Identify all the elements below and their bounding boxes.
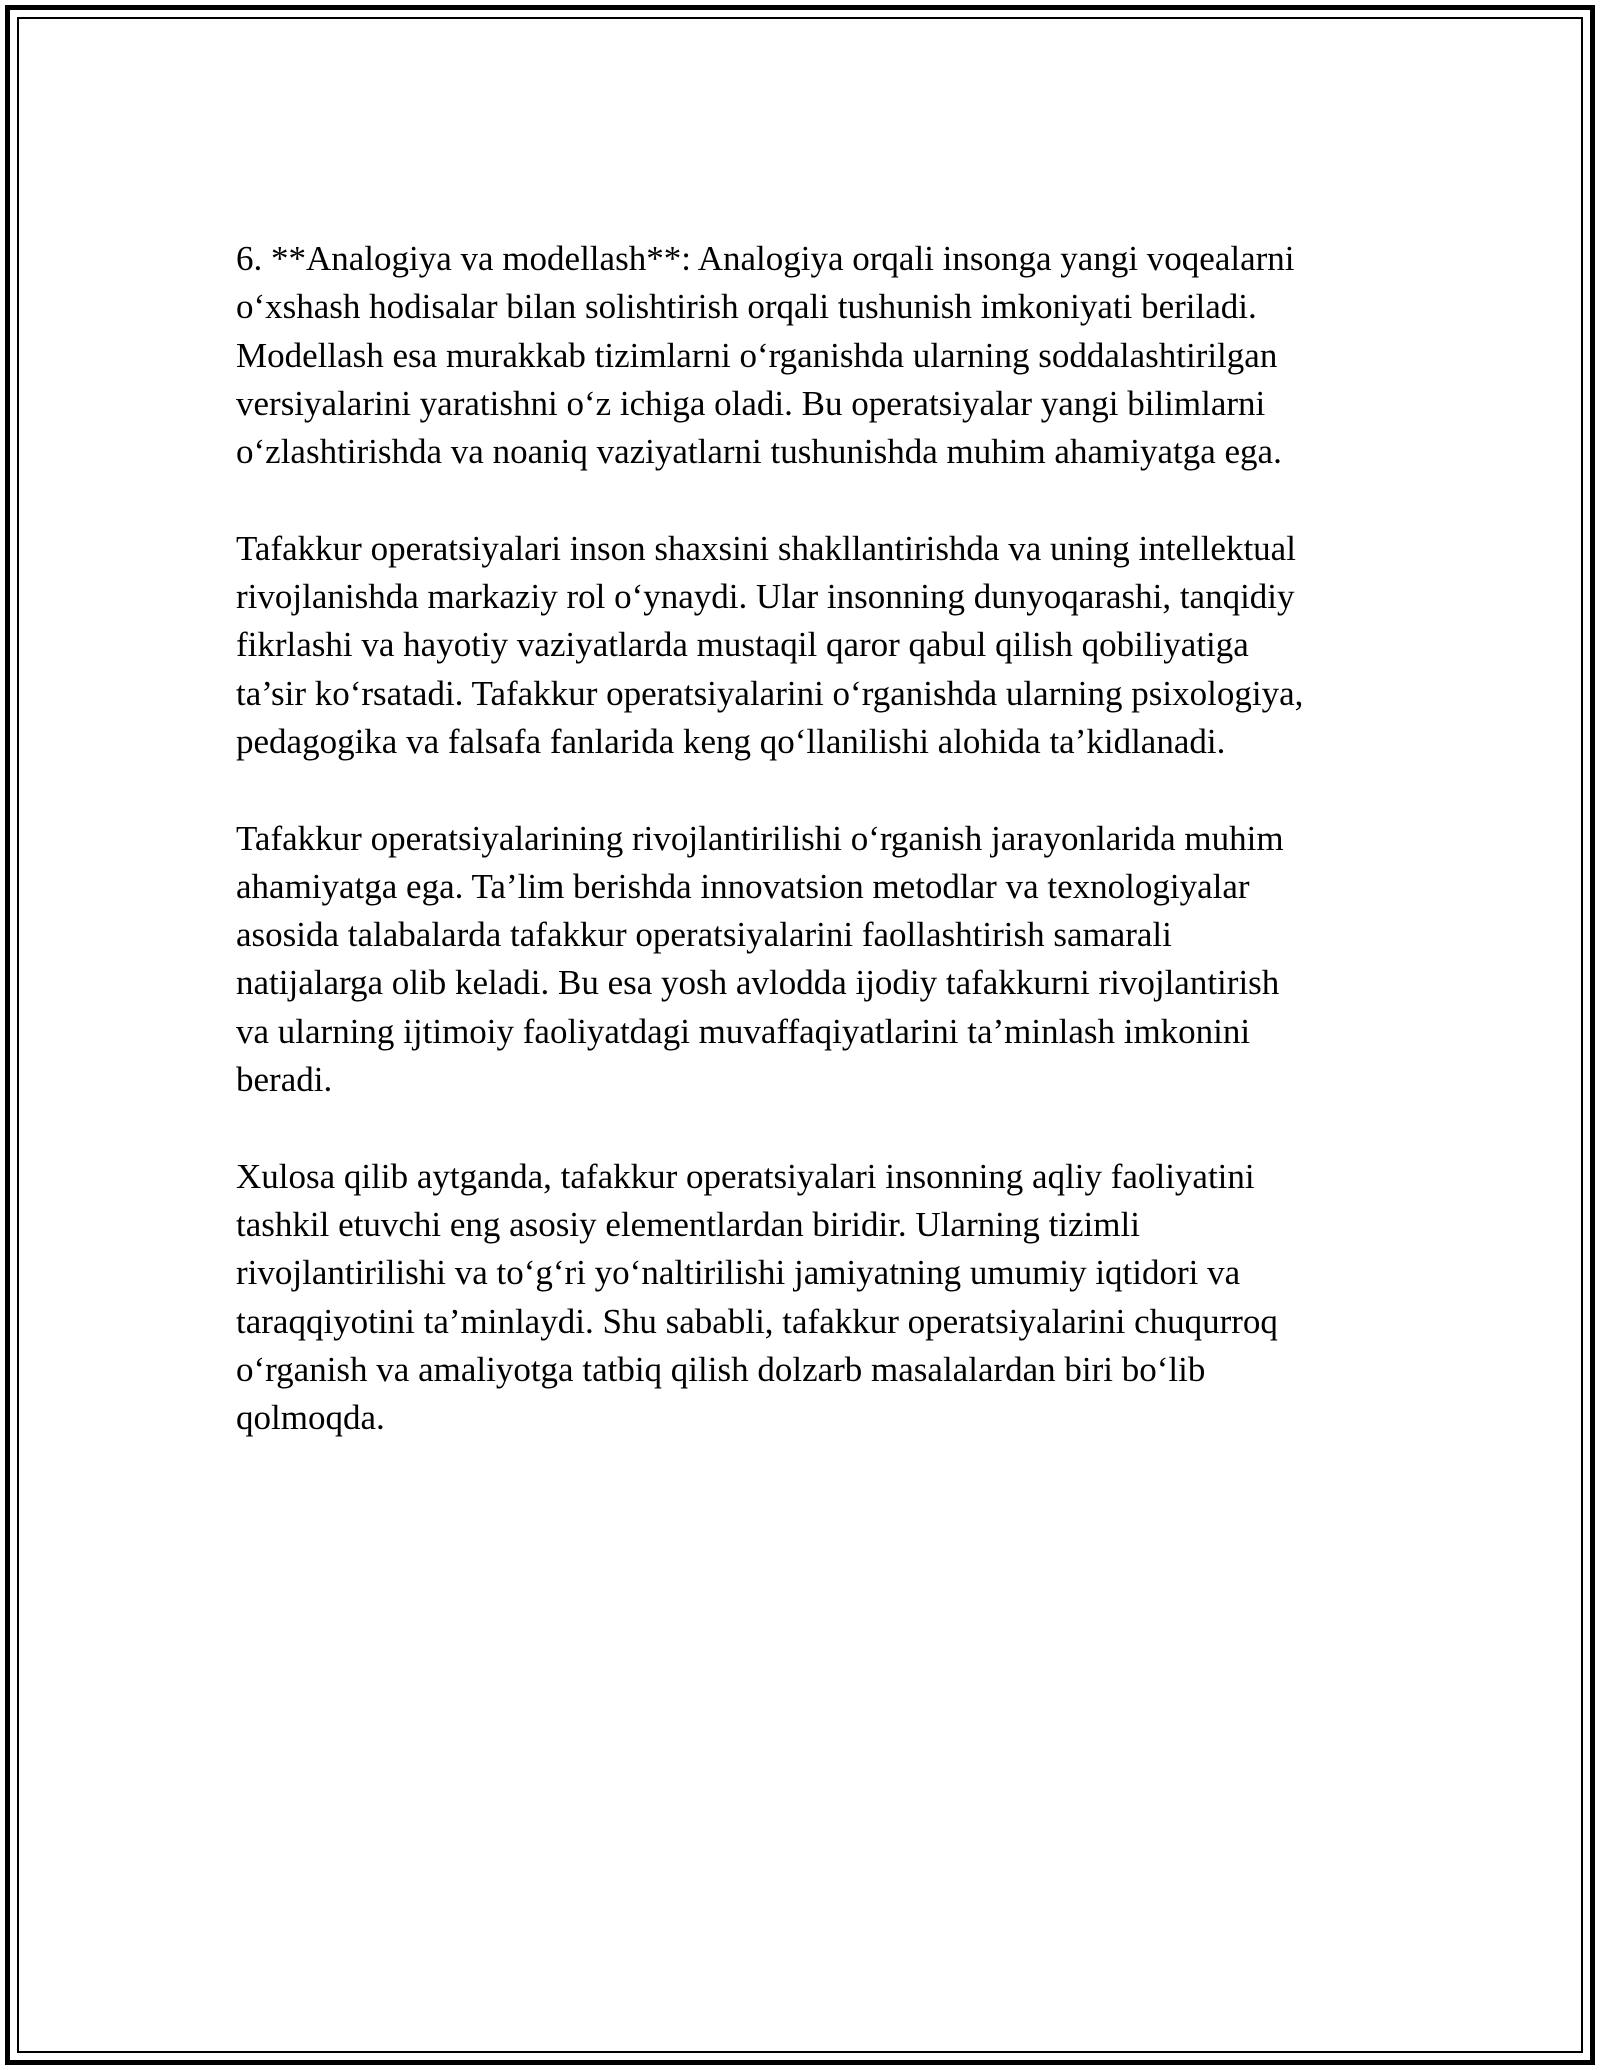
document-body: [236, 235, 1376, 1442]
paragraph-analogy-modeling: 6. **Analogiya va modellash**: Analogiya orqali insonga yangi voqealarni o‘xshash hodisalar bilan solishtirish orqali tushunish imkoniyati beriladi. Modellash esa murakkab tizimlarni o‘rganishda ularning soddalashtirilgan versiyalarini yaratishni o‘z ichiga oladi. Bu operatsiyalar yangi bilimlarni o‘zlashtirishda va noaniq vaziyatlarni tushunishda muhim ahamiyatga ega.: [236, 239, 1295, 472]
paragraph-education: Tafakkur operatsiyalarining rivojlantirilishi o‘rganish jarayonlarida muhim ahamiyatga ega. Ta’lim berishda innovatsion metodlar va texnologiyalar asosida talabalarda tafakkur operatsiyalarini faollashtirish samarali natijalarga olib keladi. Bu esa yosh avlodda ijodiy tafakkurni rivojlantirish va ularning ijtimoiy faoliyatdagi muvaffaqiyatlarini ta’minlash imkonini beradi.: [236, 818, 1284, 1100]
paragraph-conclusion: Xulosa qilib aytganda, tafakkur operatsiyalari insonning aqliy faoliyatini tashkil etuvchi eng asosiy elementlardan biridir. Ularning tizimli rivojlantirilishi va to‘g‘ri yo‘naltirilishi jamiyatning umumiy iqtidori va taraqqiyotini ta’minlaydi. Shu sababli, tafakkur operatsiyalarini chuqurroq o‘rganish va amaliyotga tatbiq qilish dolzarb masalalardan biri bo‘lib qolmoqda.: [236, 1156, 1278, 1438]
paragraph-personality-development: Tafakkur operatsiyalari inson shaxsini shakllantirishda va uning intellektual rivojlanishda markaziy rol o‘ynaydi. Ular insonning dunyoqarashi, tanqidiy fikrlashi va hayotiy vaziyatlarda mustaqil qaror qabul qilish qobiliyatiga ta’sir ko‘rsatadi. Tafakkur operatsiyalarini o‘rganishda ularning psixologiya, pedagogika va falsafa fanlarida keng qo‘llanilishi alohida ta’kidlanadi.: [236, 528, 1304, 761]
